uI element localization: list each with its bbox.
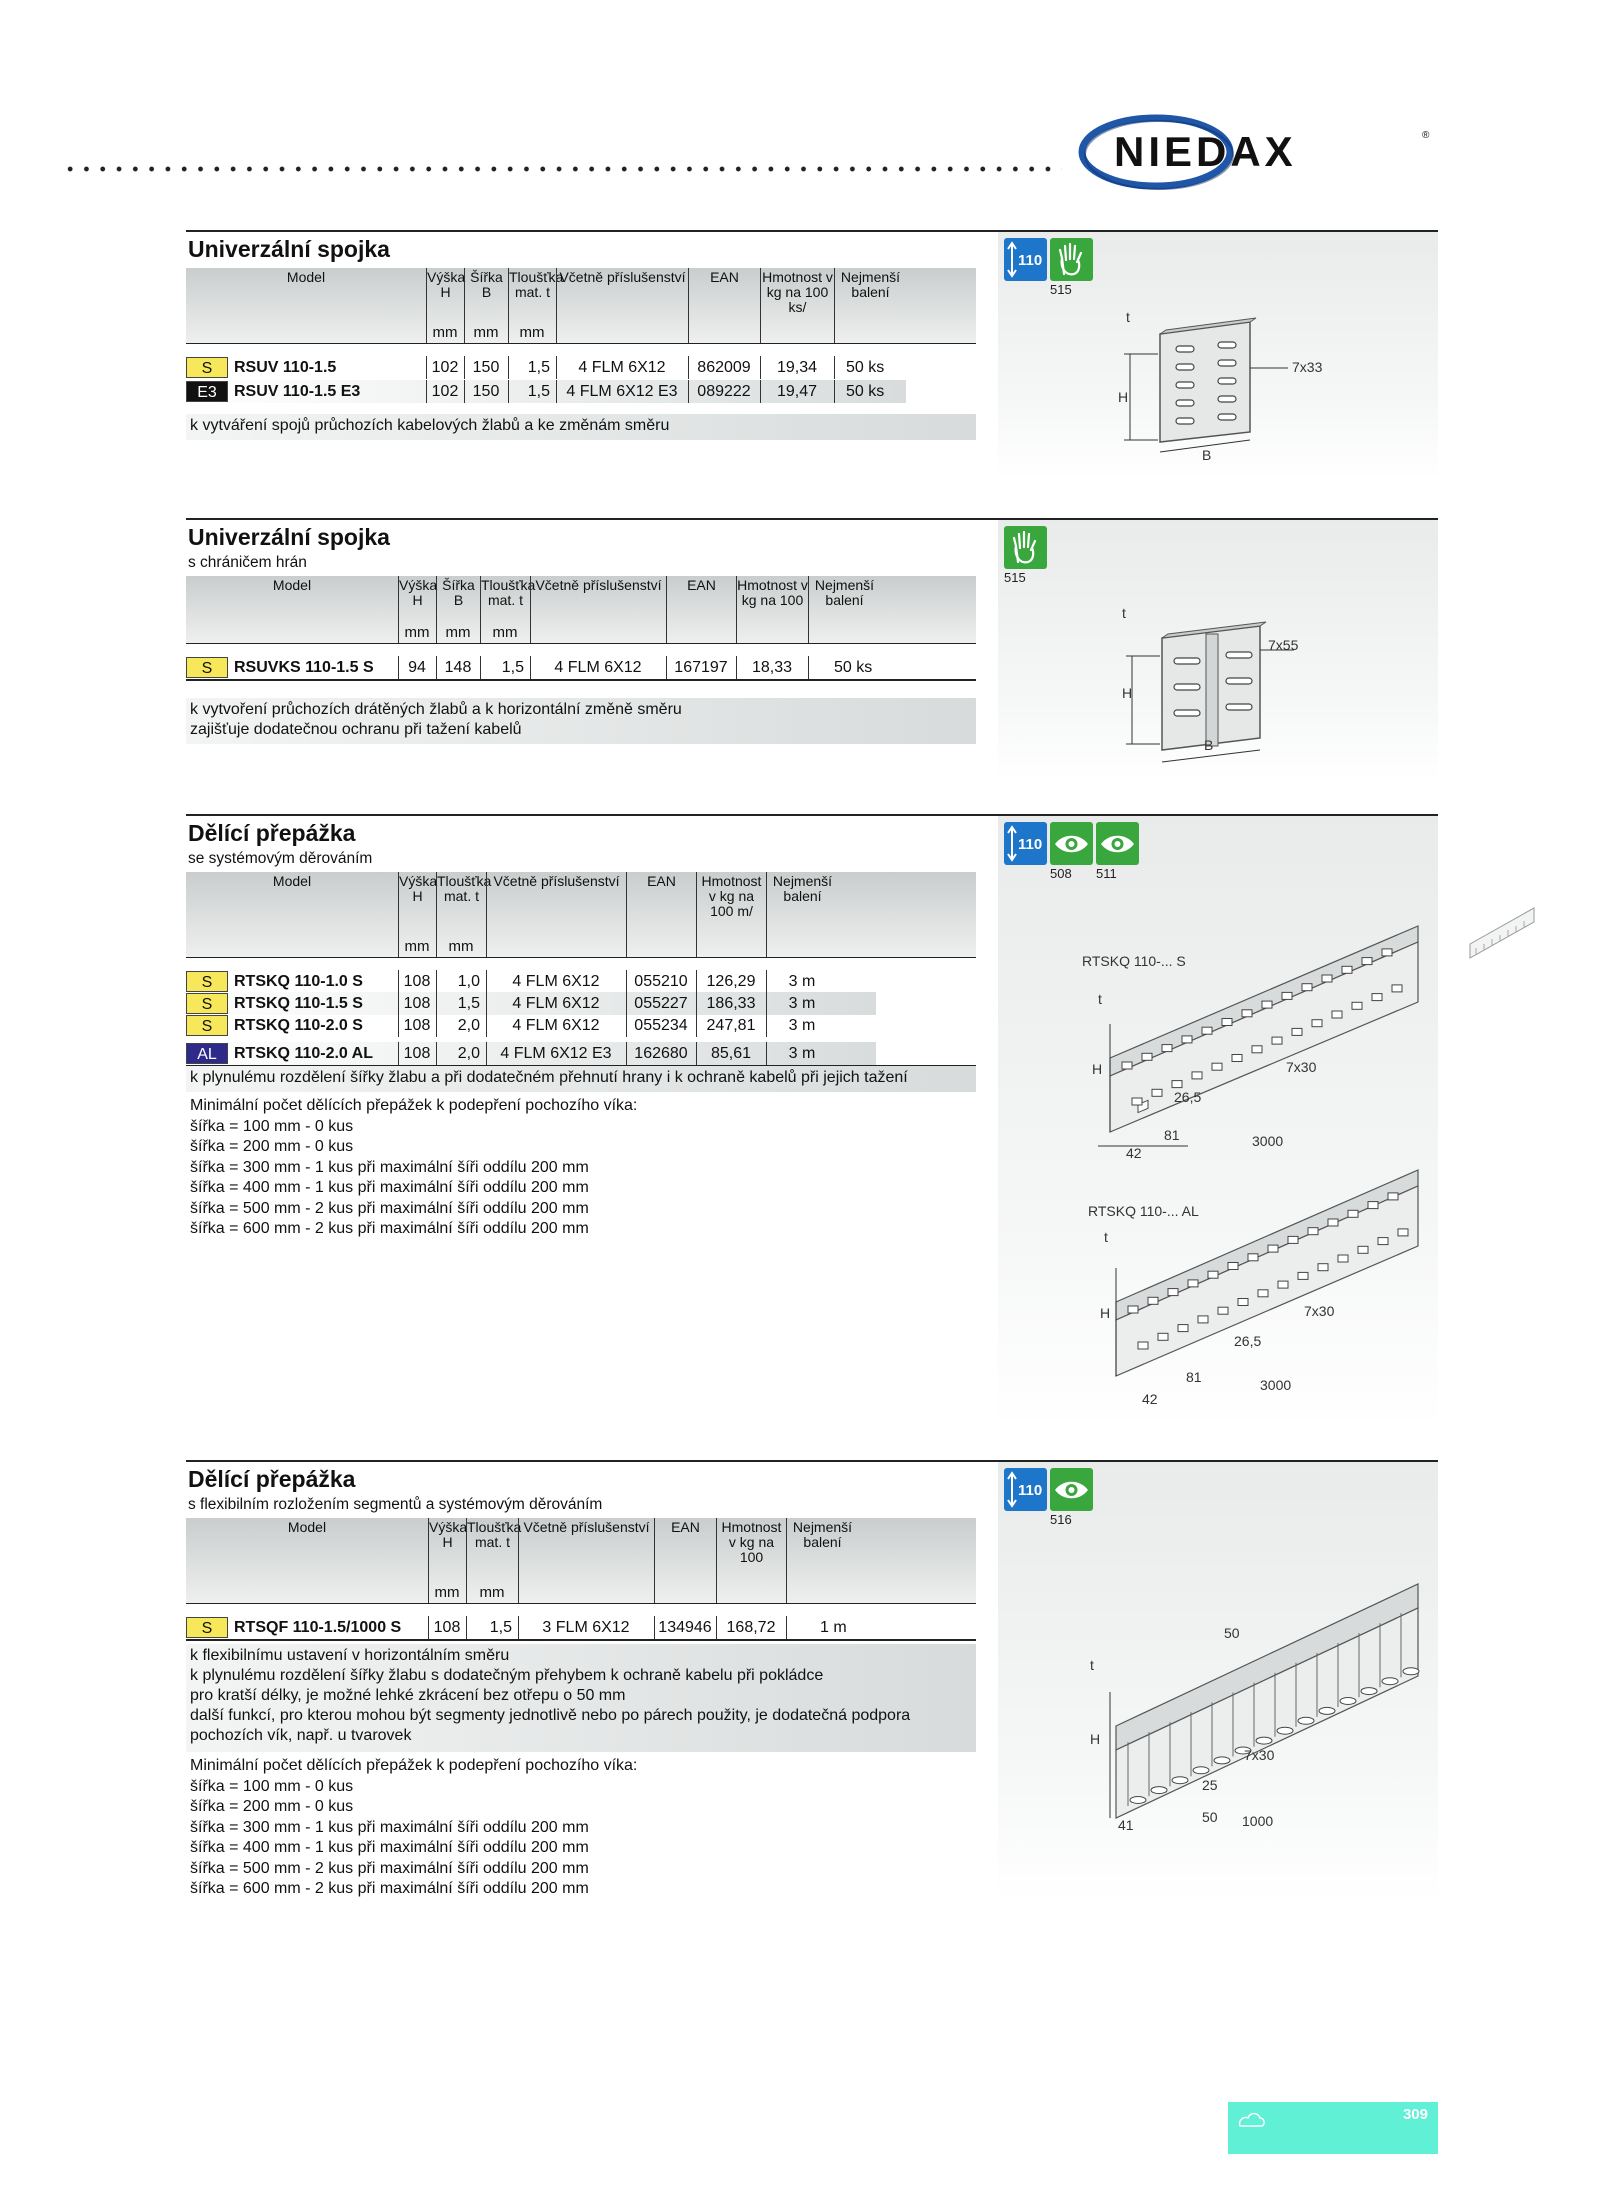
svg-text:7x55: 7x55 xyxy=(1268,637,1299,653)
section-title: Univerzální spojka xyxy=(188,236,390,262)
slot xyxy=(1212,1063,1222,1070)
svg-text:H: H xyxy=(1092,1061,1103,1077)
col-pack: Nejmenší balení xyxy=(786,1518,858,1603)
svg-text:42: 42 xyxy=(1142,1391,1158,1407)
table-header xyxy=(186,268,976,344)
col-model: Model xyxy=(286,269,326,285)
width-cell: 148 xyxy=(444,659,472,676)
rtsqf-drawing xyxy=(998,1460,1438,1902)
slot xyxy=(1193,1767,1209,1774)
thickness-cell: 2,0 xyxy=(457,1045,480,1062)
slot xyxy=(1403,1668,1419,1675)
height-cell: 94 xyxy=(408,659,426,676)
svg-text:3000: 3000 xyxy=(1260,1377,1292,1393)
col-ean: EAN xyxy=(626,872,696,957)
col-weight: Hmotnost v kg na 100 xyxy=(716,1518,786,1603)
svg-text:H: H xyxy=(1118,389,1129,405)
height-cell: 102 xyxy=(431,359,459,376)
note-line: šířka = 500 mm - 2 kus při maximální šíři oddílu 200 mm xyxy=(190,1199,589,1217)
accessories-cell: 4 FLM 6X12 xyxy=(554,659,642,676)
col-accessories: Včetně příslušenství xyxy=(530,576,666,643)
slot xyxy=(1268,1245,1278,1252)
slot xyxy=(1122,1062,1132,1069)
badge-s: S xyxy=(186,357,228,378)
svg-text:81: 81 xyxy=(1186,1369,1202,1385)
slot xyxy=(1162,1045,1172,1052)
svg-text:110: 110 xyxy=(1018,836,1043,853)
col-thickness: Tloušťka mat. t xyxy=(466,1518,518,1603)
product-image-panel xyxy=(998,814,1438,1428)
unit-mm: mm xyxy=(519,324,545,341)
svg-text:7x30: 7x30 xyxy=(1304,1303,1335,1319)
niedax-logo xyxy=(1078,112,1442,192)
section-subtitle: s flexibilním rozložením segmentů a systémovým děrováním xyxy=(188,1496,603,1513)
pack-cell: 3 m xyxy=(788,1017,816,1034)
slot xyxy=(1388,1193,1398,1200)
unit-mm: mm xyxy=(404,624,430,641)
svg-text:25: 25 xyxy=(1202,1777,1218,1793)
accessories-cell: 4 FLM 6X12 E3 xyxy=(500,1045,612,1062)
col-width: Šířka B xyxy=(436,576,480,643)
slot xyxy=(1252,1046,1262,1053)
slot xyxy=(1382,949,1392,956)
thickness-cell: 1,5 xyxy=(527,359,550,376)
badge-s: S xyxy=(186,1617,228,1638)
table-row xyxy=(186,1014,876,1037)
slot xyxy=(1158,1333,1168,1340)
table-header xyxy=(186,872,976,958)
height-cell: 108 xyxy=(403,1045,431,1062)
svg-text:H: H xyxy=(1122,685,1133,701)
model-cell: RSUVKS 110-1.5 S xyxy=(234,659,374,676)
unit-mm: mm xyxy=(492,624,518,641)
slot xyxy=(1378,1238,1388,1245)
slot xyxy=(1368,1202,1378,1209)
slot xyxy=(1282,992,1292,999)
slot xyxy=(1256,1737,1272,1744)
pack-cell: 50 ks xyxy=(846,359,885,376)
icon-code: 515 xyxy=(1050,282,1072,297)
svg-text:RTSKQ 110-... AL: RTSKQ 110-... AL xyxy=(1088,1203,1199,1219)
svg-text:41: 41 xyxy=(1118,1817,1134,1833)
slot xyxy=(1288,1236,1298,1243)
svg-text:H: H xyxy=(1090,1731,1101,1747)
description-line: zajišťuje dodatečnou ochranu při tažení kabelů xyxy=(190,721,522,738)
slot xyxy=(1142,1053,1152,1060)
svg-text:110: 110 xyxy=(1018,252,1043,269)
col-accessories: Včetně příslušenství xyxy=(518,1518,654,1603)
slot xyxy=(1361,1688,1377,1695)
slot xyxy=(1332,1011,1342,1018)
slot xyxy=(1362,958,1372,965)
thickness-cell: 1,5 xyxy=(489,1619,512,1636)
svg-text:t: t xyxy=(1090,1657,1094,1673)
model-cell: RSUV 110-1.5 xyxy=(234,359,337,376)
accessories-cell: 3 FLM 6X12 xyxy=(542,1619,630,1636)
ean-cell: 167197 xyxy=(674,659,728,676)
thickness-cell: 2,0 xyxy=(457,1017,480,1034)
description-line: pro kratší délky, je možné lehké zkrácení bez otřepu o 50 mm xyxy=(190,1687,626,1704)
col-width: Šířka B xyxy=(464,268,508,343)
note-line: šířka = 400 mm - 1 kus při maximální šíři oddílu 200 mm xyxy=(190,1179,589,1196)
icon-code: 516 xyxy=(1050,1512,1072,1527)
pack-cell: 3 m xyxy=(788,995,816,1012)
col-height: Výška H xyxy=(398,576,436,643)
height-cell: 108 xyxy=(403,1017,431,1034)
slot xyxy=(1202,1027,1212,1034)
slot xyxy=(1222,1019,1232,1026)
unit-mm: mm xyxy=(432,324,458,341)
slot xyxy=(1318,1264,1328,1271)
weight-cell: 85,61 xyxy=(710,1045,752,1062)
weight-cell: 247,81 xyxy=(706,1017,756,1034)
height-cell: 108 xyxy=(403,973,431,990)
model-cell: RTSKQ 110-2.0 AL xyxy=(234,1045,374,1062)
col-accessories: Včetně příslušenství xyxy=(486,872,626,957)
slot xyxy=(1277,1727,1293,1734)
pack-cell: 3 m xyxy=(788,1045,816,1062)
slot xyxy=(1208,1271,1218,1278)
product-image-panel xyxy=(998,518,1438,780)
thickness-cell: 1,5 xyxy=(457,995,480,1012)
svg-text:t: t xyxy=(1098,991,1102,1007)
slot xyxy=(1218,1307,1228,1314)
svg-text:7x33: 7x33 xyxy=(1292,359,1323,375)
accessories-cell: 4 FLM 6X12 xyxy=(512,1017,600,1034)
note-line: šířka = 600 mm - 2 kus při maximální šíři oddílu 200 mm xyxy=(190,1880,589,1897)
note-line: šířka = 500 mm - 2 kus při maximální šíři oddílu 200 mm xyxy=(190,1859,589,1877)
page-footer xyxy=(1228,2102,1438,2154)
slot xyxy=(1322,975,1332,982)
slot xyxy=(1308,1228,1318,1235)
section-subtitle: se systémovým děrováním xyxy=(188,850,373,867)
col-model: Model xyxy=(287,1519,327,1535)
ean-cell: 055234 xyxy=(634,1017,688,1034)
thickness-cell: 1,5 xyxy=(501,659,524,676)
svg-text:110: 110 xyxy=(1018,1482,1043,1499)
accessories-cell: 4 FLM 6X12 xyxy=(512,995,600,1012)
slot xyxy=(1358,1246,1368,1253)
svg-text:50: 50 xyxy=(1224,1625,1240,1641)
section-title: Univerzální spojka xyxy=(188,524,390,550)
svg-text:81: 81 xyxy=(1164,1127,1180,1143)
slot xyxy=(1148,1297,1158,1304)
weight-cell: 19,47 xyxy=(776,383,818,400)
slot xyxy=(1138,1342,1148,1349)
slot xyxy=(1192,1072,1202,1079)
slot xyxy=(1178,1325,1188,1332)
slot xyxy=(1298,1717,1314,1724)
slot xyxy=(1348,1210,1358,1217)
rsuvks-drawing xyxy=(998,518,1438,780)
ean-cell: 055227 xyxy=(634,995,688,1012)
cable-tray-thumbnail xyxy=(1466,900,1538,970)
slot xyxy=(1228,1263,1238,1270)
table-header xyxy=(186,576,976,644)
rsuv-drawing xyxy=(998,230,1438,480)
col-thickness: Tloušťka mat. t xyxy=(436,872,486,957)
col-height: Výška H xyxy=(428,1518,466,1603)
note-line: šířka = 200 mm - 0 kus xyxy=(190,1798,354,1815)
svg-text:42: 42 xyxy=(1126,1145,1142,1161)
svg-text:t: t xyxy=(1104,1229,1108,1245)
product-image-panel xyxy=(998,1460,1438,1902)
col-thickness: Tloušťka mat. t xyxy=(480,576,530,643)
svg-text:1000: 1000 xyxy=(1242,1813,1274,1829)
slot xyxy=(1298,1272,1308,1279)
description xyxy=(186,1066,976,1092)
height-cell: 108 xyxy=(403,995,431,1012)
svg-text:RTSKQ 110-... S: RTSKQ 110-... S xyxy=(1082,953,1186,969)
accessories-cell: 4 FLM 6X12 xyxy=(512,973,600,990)
note-line: Minimální počet dělících přepážek k podepření pochozího víka: xyxy=(190,1097,638,1114)
col-weight: Hmotnost v kg na 100 xyxy=(736,576,808,643)
svg-text:3000: 3000 xyxy=(1252,1133,1284,1149)
note-line: šířka = 600 mm - 2 kus při maximální šíři oddílu 200 mm xyxy=(190,1220,589,1237)
note-line: šířka = 300 mm - 1 kus při maximální šíři oddílu 200 mm xyxy=(190,1818,589,1836)
slot xyxy=(1392,985,1402,992)
table-row xyxy=(186,356,906,379)
svg-text:7x30: 7x30 xyxy=(1286,1059,1317,1075)
weight-cell: 186,33 xyxy=(706,995,756,1012)
slot xyxy=(1232,1055,1242,1062)
col-ean: EAN xyxy=(688,268,760,343)
unit-mm: mm xyxy=(473,324,499,341)
unit-mm: mm xyxy=(479,1584,505,1601)
col-pack: Nejmenší balení xyxy=(834,268,906,343)
col-height: Výška H xyxy=(426,268,464,343)
slot xyxy=(1132,1098,1142,1105)
svg-text:50: 50 xyxy=(1202,1809,1218,1825)
pack-cell: 1 m xyxy=(820,1619,847,1636)
slot xyxy=(1168,1289,1178,1296)
slot xyxy=(1238,1299,1248,1306)
col-model: Model xyxy=(272,873,312,889)
slot xyxy=(1248,1254,1258,1261)
accessories-cell: 4 FLM 6X12 xyxy=(578,359,666,376)
rtskq-drawing xyxy=(998,814,1438,1428)
model-cell: RSUV 110-1.5 E3 xyxy=(234,383,361,400)
slot xyxy=(1319,1707,1335,1714)
badge-s: S xyxy=(186,657,228,678)
thickness-cell: 1,0 xyxy=(457,973,480,990)
icon-code: 511 xyxy=(1096,866,1117,881)
width-cell: 150 xyxy=(472,359,500,376)
slot xyxy=(1272,1037,1282,1044)
slot xyxy=(1342,966,1352,973)
slot xyxy=(1128,1306,1138,1313)
description xyxy=(186,1644,976,1752)
slot xyxy=(1242,1010,1252,1017)
slot xyxy=(1152,1089,1162,1096)
svg-text:26,5: 26,5 xyxy=(1174,1089,1202,1105)
note-line: šířka = 300 mm - 1 kus při maximální šíři oddílu 200 mm xyxy=(190,1158,589,1176)
svg-text:t: t xyxy=(1126,309,1130,325)
ean-cell: 089222 xyxy=(697,383,751,400)
slot xyxy=(1188,1280,1198,1287)
dotted-leader xyxy=(62,164,1062,174)
description-line: k plynulému rozdělení šířky žlabu a při dodatečném přehnutí hrany i k ochraně kabelů při jejich tažení xyxy=(190,1069,908,1086)
ean-cell: 134946 xyxy=(658,1619,712,1636)
slot xyxy=(1182,1036,1192,1043)
slot xyxy=(1258,1290,1268,1297)
col-model: Model xyxy=(272,577,312,593)
pack-cell: 3 m xyxy=(788,973,816,990)
slot xyxy=(1214,1757,1230,1764)
col-thickness: Tloušťka mat. t xyxy=(508,268,556,343)
icon-code: 515 xyxy=(1004,570,1026,585)
slot xyxy=(1198,1316,1208,1323)
col-ean: EAN xyxy=(666,576,736,643)
col-ean: EAN xyxy=(654,1518,716,1603)
slot xyxy=(1398,1229,1408,1236)
weight-cell: 18,33 xyxy=(751,659,793,676)
description xyxy=(186,414,976,440)
unit-mm: mm xyxy=(445,624,471,641)
icon-code: 508 xyxy=(1050,866,1072,881)
height-cell: 108 xyxy=(433,1619,461,1636)
slot xyxy=(1312,1020,1322,1027)
weight-cell: 168,72 xyxy=(726,1619,776,1636)
slot xyxy=(1352,1002,1362,1009)
slot xyxy=(1278,1281,1288,1288)
logo-text: NIEDAX xyxy=(1114,128,1297,175)
svg-text:B: B xyxy=(1202,447,1212,463)
badge-s: S xyxy=(186,971,228,992)
slot xyxy=(1340,1698,1356,1705)
weight-cell: 126,29 xyxy=(706,973,756,990)
section-subtitle: s chráničem hrán xyxy=(188,554,307,571)
ean-cell: 055210 xyxy=(634,973,688,990)
badge-e3: E3 xyxy=(186,381,228,402)
description-line: k flexibilnímu ustavení v horizontálním směru xyxy=(190,1647,510,1664)
table-row xyxy=(186,992,876,1015)
svg-text:B: B xyxy=(1204,737,1214,753)
col-pack: Nejmenší balení xyxy=(766,872,838,957)
unit-mm: mm xyxy=(404,938,430,955)
slot xyxy=(1372,994,1382,1001)
unit-mm: mm xyxy=(448,938,474,955)
table-row xyxy=(186,1042,876,1065)
cloud-icon xyxy=(1236,2108,1266,2132)
slot xyxy=(1382,1678,1398,1685)
svg-text:26,5: 26,5 xyxy=(1234,1333,1262,1349)
slot xyxy=(1302,984,1312,991)
description-line: pochozích vík, např. u tvarovek xyxy=(190,1727,412,1744)
table-header xyxy=(186,1518,976,1604)
description-line: k vytváření spojů průchozích kabelových žlabů a ke změnám směru xyxy=(190,417,670,434)
col-pack: Nejmenší balení xyxy=(808,576,880,643)
height-cell: 102 xyxy=(431,383,459,400)
model-cell: RTSKQ 110-1.5 S xyxy=(234,995,363,1012)
table-row xyxy=(186,1616,906,1639)
svg-text:®: ® xyxy=(1422,130,1430,141)
unit-mm: mm xyxy=(434,1584,460,1601)
svg-text:H: H xyxy=(1100,1305,1111,1321)
svg-text:t: t xyxy=(1122,605,1126,621)
svg-text:7x30: 7x30 xyxy=(1244,1747,1275,1763)
page-number: 309 xyxy=(1402,2106,1428,2123)
description-line: další funkcí, pro kterou mohou být segmenty jednotlivě nebo po párech použity, je dodatečná podpora xyxy=(190,1707,911,1724)
badge-s: S xyxy=(186,993,228,1014)
table-row xyxy=(186,970,876,993)
model-cell: RTSQF 110-1.5/1000 S xyxy=(234,1619,402,1636)
note-line: Minimální počet dělících přepážek k podepření pochozího víka: xyxy=(190,1757,638,1774)
ean-cell: 862009 xyxy=(697,359,751,376)
slot xyxy=(1151,1787,1167,1794)
model-cell: RTSKQ 110-2.0 S xyxy=(234,1017,363,1034)
table-row xyxy=(186,656,906,679)
width-cell: 150 xyxy=(472,383,500,400)
slot xyxy=(1338,1255,1348,1262)
note-line: šířka = 400 mm - 1 kus při maximální šíři oddílu 200 mm xyxy=(190,1839,589,1856)
description xyxy=(186,698,976,744)
note-line: šířka = 100 mm - 0 kus xyxy=(190,1777,354,1795)
accessories-cell: 4 FLM 6X12 E3 xyxy=(566,383,678,400)
section-title: Dělící přepážka xyxy=(188,1466,356,1492)
badge-s: S xyxy=(186,1015,228,1036)
note-line: šířka = 200 mm - 0 kus xyxy=(190,1138,354,1155)
slot xyxy=(1292,1028,1302,1035)
description-line: k plynulému rozdělení šířky žlabu s dodatečným přehybem k ochraně kabelu při pokládce xyxy=(190,1667,824,1684)
slot xyxy=(1262,1001,1272,1008)
note-line: šířka = 100 mm - 0 kus xyxy=(190,1117,354,1135)
thickness-cell: 1,5 xyxy=(527,383,550,400)
description-line: k vytvoření průchozích drátěných žlabů a k horizontální změně směru xyxy=(190,701,682,718)
ean-cell: 162680 xyxy=(634,1045,688,1062)
col-weight: Hmotnost v kg na 100 ks/ xyxy=(760,268,834,343)
slot xyxy=(1172,1777,1188,1784)
pack-cell: 50 ks xyxy=(834,659,873,676)
section-title: Dělící přepážka xyxy=(188,820,356,846)
col-accessories: Včetně příslušenství xyxy=(556,268,688,343)
weight-cell: 19,34 xyxy=(776,359,818,376)
slot xyxy=(1328,1219,1338,1226)
badge-al: AL xyxy=(186,1043,228,1064)
table-row xyxy=(186,380,906,403)
col-height: Výška H xyxy=(398,872,436,957)
slot xyxy=(1172,1081,1182,1088)
col-weight: Hmotnost v kg na 100 m/ xyxy=(696,872,766,957)
model-cell: RTSKQ 110-1.0 S xyxy=(234,973,363,990)
product-image-panel xyxy=(998,230,1438,480)
slot xyxy=(1130,1797,1146,1804)
pack-cell: 50 ks xyxy=(846,383,885,400)
